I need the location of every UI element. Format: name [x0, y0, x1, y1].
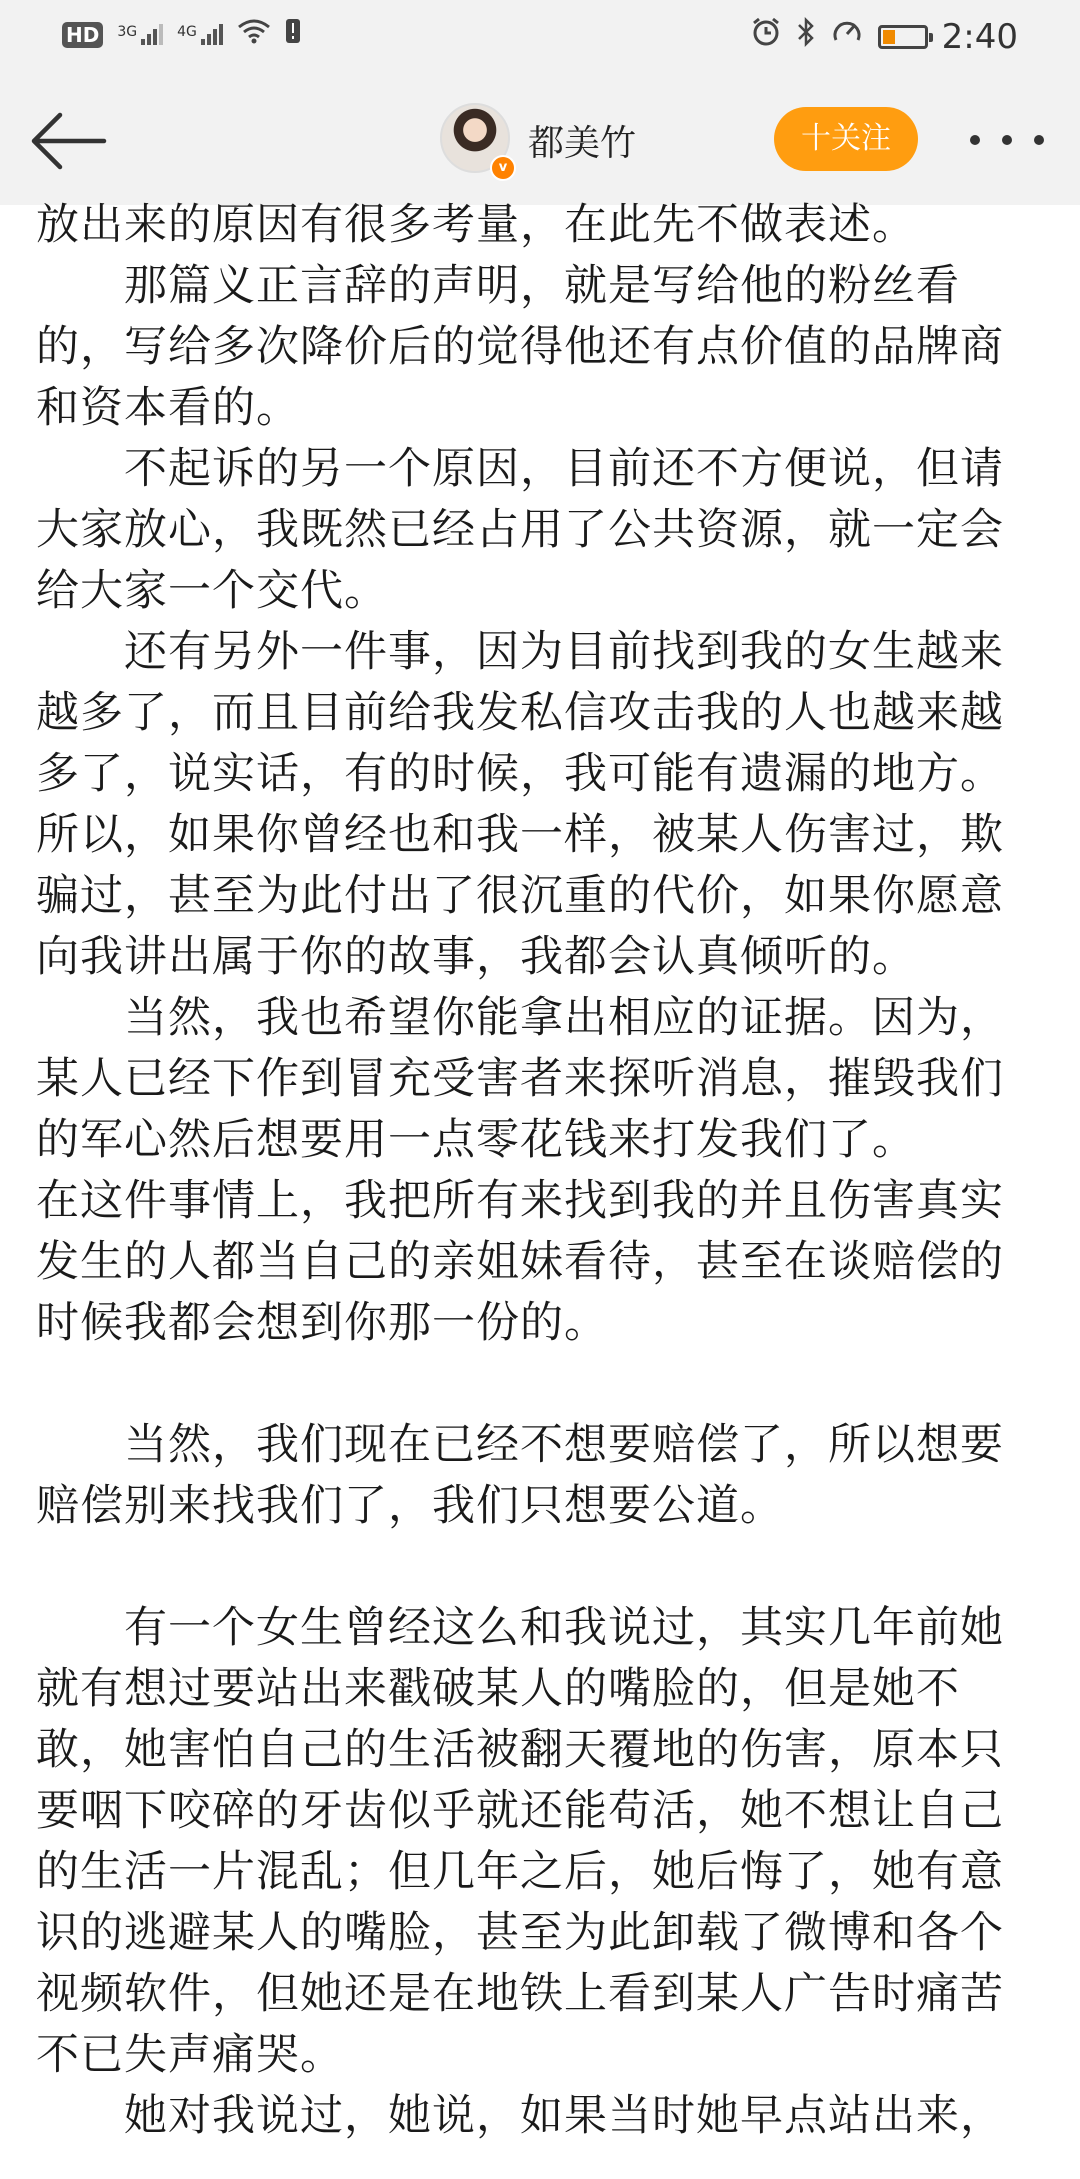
article-paragraph: 当然，我们现在已经不想要赔偿了，所以想要赔偿别来找我们了，我们只想要公道。	[36, 1420, 1004, 1531]
battery-icon	[878, 25, 928, 49]
data-saver-icon	[830, 16, 864, 57]
article-body	[36, 195, 1046, 2147]
clock: 2:40	[941, 16, 1018, 57]
signal-4g-icon: 4G	[177, 24, 223, 45]
status-right	[750, 16, 1018, 57]
article-paragraph: 她对我说过，她说，如果当时她早点站出来，	[36, 2091, 1004, 2141]
article-paragraph: 有一个女生曾经这么和我说过，其实几年前她就有想过要站出来戳破某人的嘴脸的，但是她不敢，她害怕自己的生活被翻天覆地的伤害，原本只要咽下咬碎的牙齿似乎就还能苟活，她不想让自己的生活一片混乱；但几年之后，她后悔了，她有意识的逃避某人的嘴脸，甚至为此卸载了微博和各个视频软件，但她还是在地铁上看到某人广告时痛苦不已失声痛哭。	[36, 1603, 1004, 2080]
verified-badge-icon: v	[490, 155, 516, 181]
article-paragraph: 那篇义正言辞的声明，就是写给他的粉丝看的，写给多次降价后的觉得他还有点价值的品牌商和资本看的。	[36, 261, 1004, 433]
top-nav-bar	[0, 75, 1080, 205]
article-paragraph: 不起诉的另一个原因，目前还不方便说，但请大家放心，我既然已经占用了公共资源，就一定会给大家一个交代。	[36, 444, 1004, 616]
back-arrow-icon[interactable]	[28, 109, 108, 173]
article-paragraph: 在这件事情上，我把所有来找到我的并且伤害真实发生的人都当自己的亲姐妹看待，甚至在谈赔偿的时候我都会想到你那一份的。	[36, 1176, 1004, 1348]
bluetooth-icon	[796, 16, 816, 57]
follow-button[interactable]: 十关注	[774, 107, 918, 171]
status-bar	[0, 0, 1080, 75]
alarm-icon	[750, 16, 782, 57]
signal-3g-icon: 3G	[117, 24, 163, 45]
hd-badge: HD	[62, 22, 103, 48]
status-left	[62, 18, 301, 51]
wifi-icon	[237, 18, 271, 51]
notification-icon	[285, 18, 301, 51]
more-icon[interactable]	[962, 115, 1052, 165]
user-name[interactable]: 都美竹	[528, 123, 637, 164]
article-paragraph: 还有另外一件事，因为目前找到我的女生越来越多了，而且目前给我发私信攻击我的人也越来越多了，说实话，有的时候，我可能有遗漏的地方。所以，如果你曾经也和我一样，被某人伤害过，欺骗过，甚至为此付出了很沉重的代价，如果你愿意向我讲出属于你的故事，我都会认真倾听的。	[36, 627, 1004, 982]
article-paragraph: 放出来的原因有很多考量，在此先不做表述。	[36, 200, 916, 250]
article-paragraph: 当然，我也希望你能拿出相应的证据。因为，某人已经下作到冒充受害者来探听消息，摧毁我们的军心然后想要用一点零花钱来打发我们了。	[36, 993, 1004, 1165]
